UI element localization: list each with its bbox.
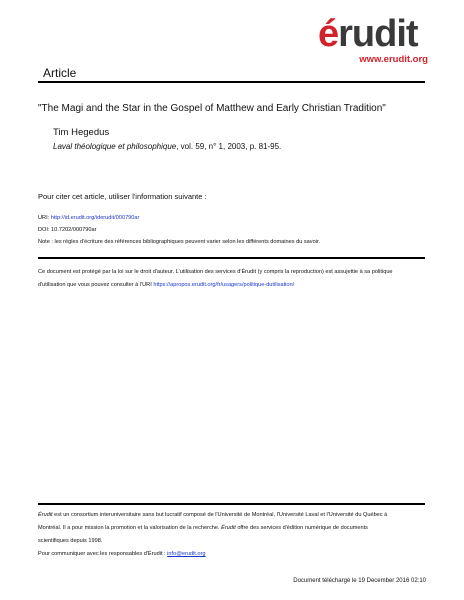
cite-note: Note : les règles d'écriture des références bibliographiques peuvent varier selon les différents domaines du savoir. [38, 239, 321, 245]
logo-url[interactable]: www.erudit.org [359, 54, 428, 65]
download-timestamp: Document téléchargé le 19 December 2016 02:10 [293, 578, 426, 584]
policy-link[interactable]: https://apropos.erudit.org/fr/usagers/politique-dutilisation/ [153, 282, 295, 288]
footer-divider [38, 503, 425, 505]
contact-email-link[interactable]: info@erudit.org [167, 551, 206, 557]
copyright-notice [38, 266, 428, 292]
uri-link[interactable]: http://id.erudit.org/iderudit/000790ar [50, 215, 140, 221]
uri-label: URI: [38, 215, 51, 221]
notice-line-2: d'utilisation que vous pouvez consulter à l'URI https://apropos.erudit.org/fr/usagers/politique-dutilisation/ [38, 282, 295, 288]
uri-line [38, 214, 139, 222]
footer-contact: Pour communiquer avec les responsables d'Érudit : info@erudit.org [38, 551, 206, 557]
cite-instruction: Pour citer cet article, utiliser l'information suivante : [38, 192, 207, 201]
header-divider [38, 81, 425, 83]
article-title: "The Magi and the Star in the Gospel of Matthew and Early Christian Tradition" [38, 103, 386, 114]
footer-line-1: Érudit est un consortium interuniversitaire sans but lucratif composé de l'Université de Montréal, l'Université Laval et l'Université du Québec à [38, 512, 388, 518]
erudit-logo[interactable] [318, 13, 430, 66]
notice-divider [38, 257, 425, 259]
footer-text [38, 509, 428, 561]
doi-line: DOI: 10.7202/000790ar [38, 227, 97, 233]
logo-wordmark: érudit [318, 13, 418, 55]
footer-line-2: Montréal. Il a pour mission la promotion et la valorisation de la recherche. Érudit offre des services d'édition numérique de documents [38, 525, 368, 531]
notice-line-1: Ce document est protégé par la loi sur le droit d'auteur. L'utilisation des services d'Érudit (y compris la reproduction) est assujettie à sa politique [38, 269, 393, 275]
article-author: Tim Hegedus [53, 127, 110, 138]
section-heading: Article [43, 66, 77, 80]
article-citation [53, 142, 281, 151]
journal-name: Laval théologique et philosophique [53, 142, 177, 151]
footer-line-3: scientifiques depuis 1998. [38, 538, 103, 544]
citation-details: , vol. 59, n° 1, 2003, p. 81-95. [176, 142, 282, 151]
